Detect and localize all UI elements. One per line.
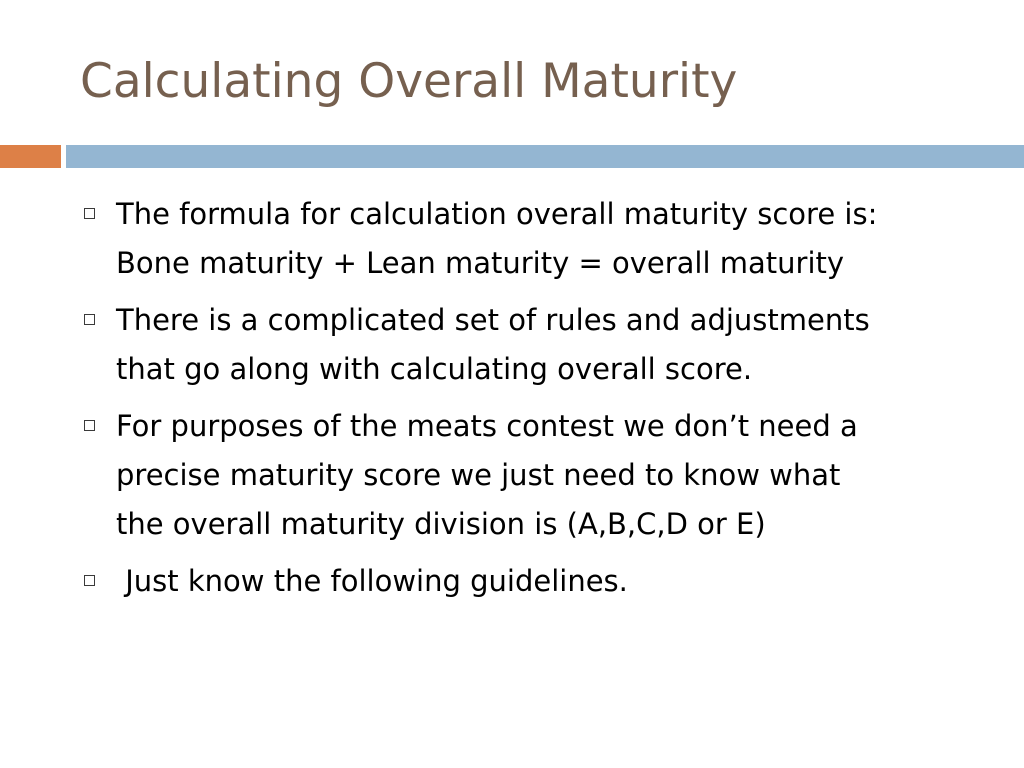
title-accent-bar (0, 145, 61, 168)
title-rule-bar (66, 145, 1024, 168)
square-outline-icon (84, 420, 95, 431)
square-outline-icon (84, 314, 95, 325)
bullet-item (80, 557, 980, 606)
square-outline-icon (84, 575, 95, 586)
bullet-text: There is a complicated set of rules and adjustments that go along with calculating overall score. (116, 303, 870, 386)
slide-title: Calculating Overall Maturity (80, 54, 738, 109)
bullet-text: The formula for calculation overall maturity score is: Bone maturity + Lean maturity = overall maturity (116, 197, 878, 280)
bullet-list (80, 190, 980, 606)
bullet-text: Just know the following guidelines. (116, 564, 628, 598)
bullet-item (80, 402, 980, 549)
bullet-item (80, 296, 980, 394)
bullet-item (80, 190, 980, 288)
bullet-text: For purposes of the meats contest we don’t need a precise maturity score we just need to know what the overall maturity division is (A,B,C,D or E) (116, 409, 858, 541)
square-outline-icon (84, 208, 95, 219)
